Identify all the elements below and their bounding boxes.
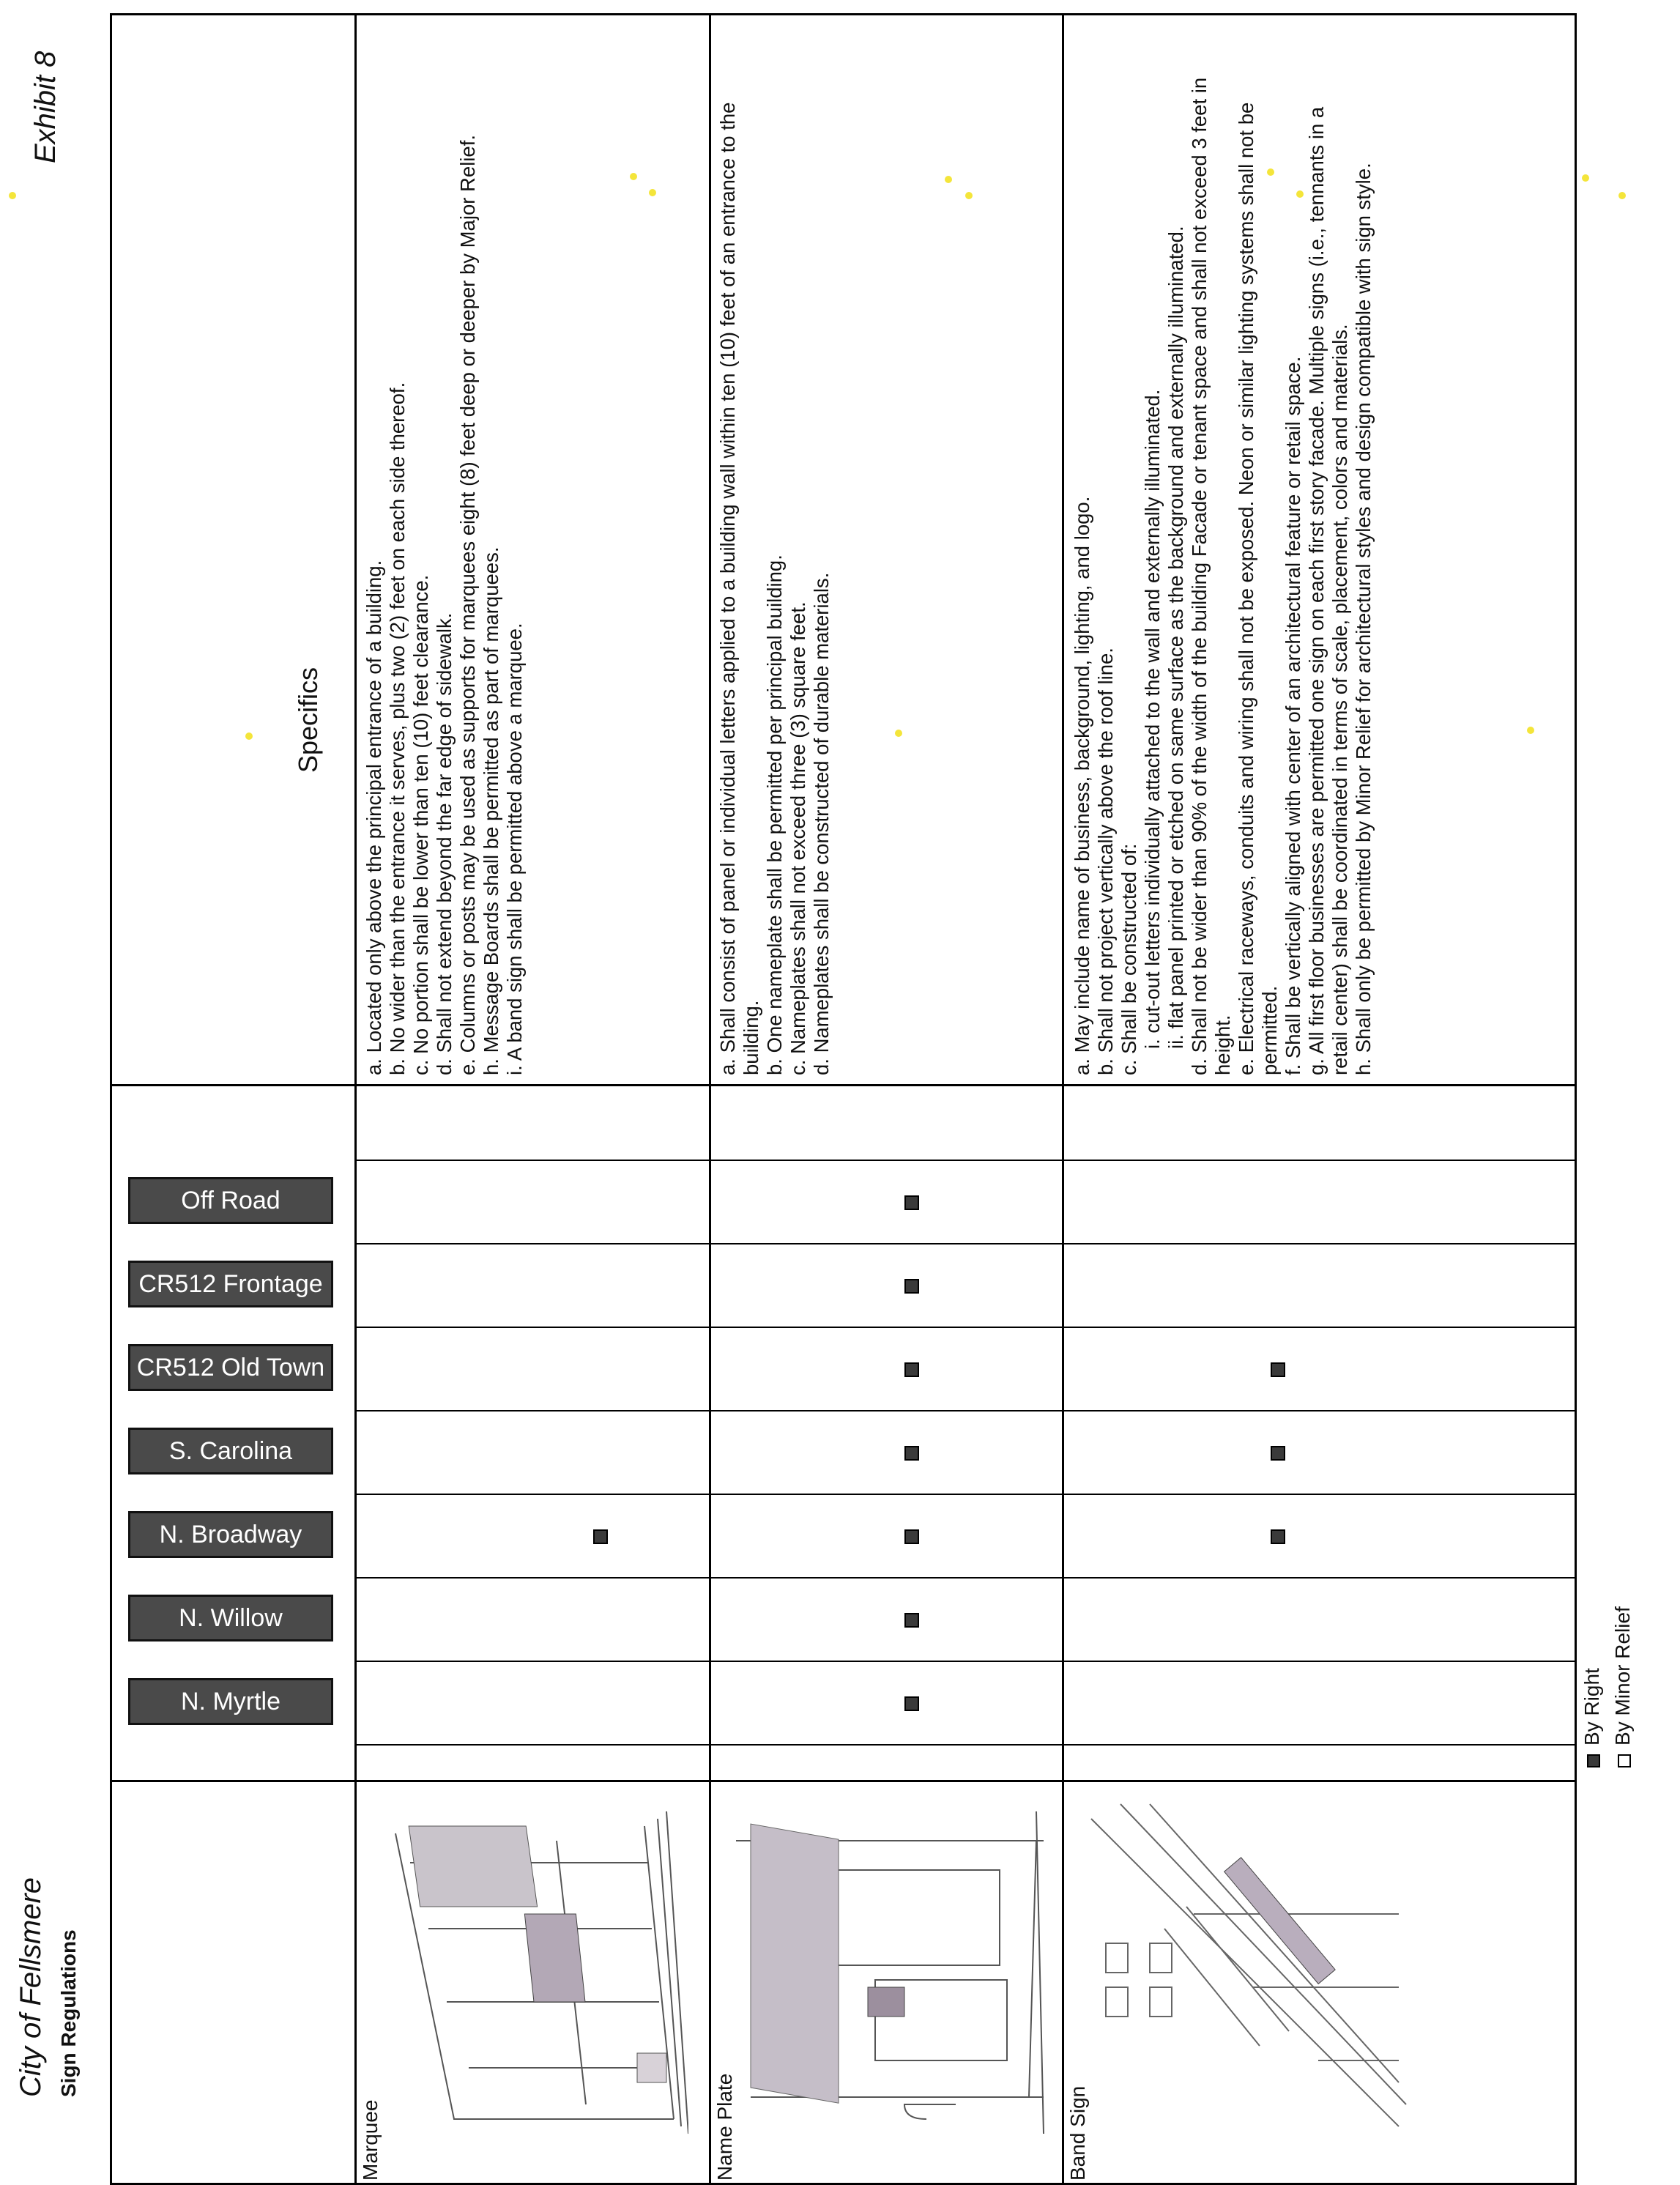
header-row-divider <box>354 13 357 2185</box>
marquee-specifics <box>363 135 527 1075</box>
by-right-mark <box>904 1362 919 1377</box>
by-right-mark <box>593 1529 608 1544</box>
specifics-column-header: Specifics <box>293 667 323 774</box>
zone-divider <box>354 1744 1575 1746</box>
by-right-mark <box>904 1195 919 1210</box>
specific-item: b. One nameplate shall be permitted per principal building. <box>763 554 786 1075</box>
name-plate-sketch <box>721 1797 1051 2148</box>
legend-by-minor-relief <box>1611 1606 1635 1767</box>
specific-item: c. Nameplates shall not exceed three (3) square feet. <box>787 601 809 1075</box>
zone-divider <box>354 1577 1575 1579</box>
specific-item: f. Shall be vertically aligned with center of an architectural feature or retail space. <box>1282 356 1304 1075</box>
specific-item: d. Shall not extend beyond the far edge of sidewalk. <box>433 612 456 1075</box>
marquee-sketch <box>366 1797 688 2148</box>
table-right-border <box>110 13 1575 15</box>
specific-item: c. No portion shall be lower than ten (10) feet clearance. <box>409 574 432 1075</box>
legend-by-right <box>1580 1668 1604 1767</box>
by-right-mark <box>904 1613 919 1628</box>
specific-item: height. <box>1211 1014 1234 1075</box>
specific-item: h. Message Boards shall be permitted as part of marquees. <box>480 546 502 1075</box>
image-column-divider <box>110 1780 1575 1782</box>
specific-item: a. Shall consist of panel or individual letters applied to a building wall within ten (10) feet of an entrance to the <box>716 102 739 1075</box>
by-right-mark <box>904 1446 919 1461</box>
specific-item: c. Shall be constructed of: <box>1118 843 1140 1075</box>
zone-divider <box>354 1243 1575 1244</box>
page-subtitle: Sign Regulations <box>57 1929 80 2097</box>
zone-header-cr512-frontage <box>128 1261 333 1307</box>
zone-header-label: CR512 Old Town <box>136 1354 325 1381</box>
by-minor-relief-swatch <box>1618 1754 1631 1767</box>
by-right-mark <box>1271 1362 1285 1377</box>
by-right-mark <box>904 1279 919 1294</box>
specific-item: a. Located only above the principal entrance of a building. <box>363 560 385 1075</box>
by-right-mark <box>904 1529 919 1544</box>
specific-item: retail center) shall be coordinated in terms of scale, placement, colors and materials. <box>1328 324 1351 1075</box>
legend-label: By Minor Relief <box>1611 1606 1634 1746</box>
specific-item: a. May include name of business, background, lighting, and logo. <box>1071 496 1093 1075</box>
legend-label: By Right <box>1580 1668 1603 1746</box>
city-title: City of Fellsmere <box>15 1877 47 2097</box>
zone-header-label: N. Myrtle <box>181 1688 280 1715</box>
zone-header-label: N. Willow <box>179 1604 283 1632</box>
exhibit-label: Exhibit 8 <box>29 51 62 163</box>
zone-header-off-road <box>128 1177 333 1224</box>
band-sign-specifics <box>1071 78 1375 1075</box>
specific-item: b. No wider than the entrance it serves, plus two (2) feet on each side thereof. <box>386 382 409 1075</box>
zone-header-s-carolina <box>128 1428 333 1474</box>
zone-header-n-broadway <box>128 1511 333 1558</box>
band-sign-sketch <box>1077 1797 1413 2148</box>
by-right-mark <box>904 1696 919 1711</box>
specific-item: i. A band sign shall be permitted above a marquee. <box>503 623 526 1075</box>
by-right-mark <box>1271 1446 1285 1461</box>
specific-item: i. cut-out letters individually attached to the wall and externally illuminated. <box>1141 389 1164 1049</box>
zone-header-label: S. Carolina <box>168 1437 293 1465</box>
name-plate-specifics <box>716 103 833 1075</box>
zone-header-label: N. Broadway <box>159 1521 302 1548</box>
specific-item: permitted. <box>1258 985 1281 1075</box>
table-bottom-border <box>1575 13 1577 2185</box>
row-label-band-sign: Band Sign <box>1066 2085 1089 2181</box>
specific-item: building. <box>740 1000 762 1075</box>
by-right-swatch <box>1587 1754 1600 1767</box>
specific-item: h. Shall only be permitted by Minor Relief for architectural styles and design compatible with sign style. <box>1352 163 1375 1075</box>
zone-header-label: CR512 Frontage <box>138 1270 323 1298</box>
row-divider-2 <box>1062 13 1064 2185</box>
zone-divider <box>354 1661 1575 1662</box>
specific-item: e. Electrical raceways, conduits and wiring shall not be exposed. Neon or similar lighting systems shall not be <box>1235 102 1257 1075</box>
specific-item: d. Shall not be wider than 90% of the width of the building Facade or tenant space and shall not exceed 3 feet in <box>1188 77 1211 1075</box>
zone-header-label: Off Road <box>181 1187 280 1214</box>
zone-divider <box>354 1494 1575 1495</box>
table-top-border <box>110 13 112 2185</box>
zone-divider <box>354 1410 1575 1411</box>
by-right-mark <box>1271 1529 1285 1544</box>
row-label-name-plate: Name Plate <box>713 2073 736 2181</box>
row-divider-1 <box>709 13 711 2185</box>
specific-item: ii. flat panel printed or etched on same surface as the background and externally illuminated. <box>1164 226 1187 1049</box>
zone-divider <box>354 1327 1575 1328</box>
zone-header-n-willow <box>128 1595 333 1641</box>
specifics-column-divider <box>110 1084 1575 1086</box>
specific-item: e. Columns or posts may be used as supports for marquees eight (8) feet deep or deeper by Major Relief. <box>456 135 479 1075</box>
specific-item: d. Nameplates shall be constructed of durable materials. <box>810 572 833 1075</box>
specific-item: g. All first floor businesses are permitted one sign on each first story facade. Multiple signs (i.e., tennants in a <box>1305 106 1328 1075</box>
zone-divider <box>354 1160 1575 1161</box>
zone-header-cr512-old-town <box>128 1344 333 1391</box>
row-label-marquee: Marquee <box>359 2099 382 2181</box>
specific-item: b. Shall not project vertically above the roof line. <box>1094 648 1117 1075</box>
zone-header-n-myrtle <box>128 1678 333 1725</box>
